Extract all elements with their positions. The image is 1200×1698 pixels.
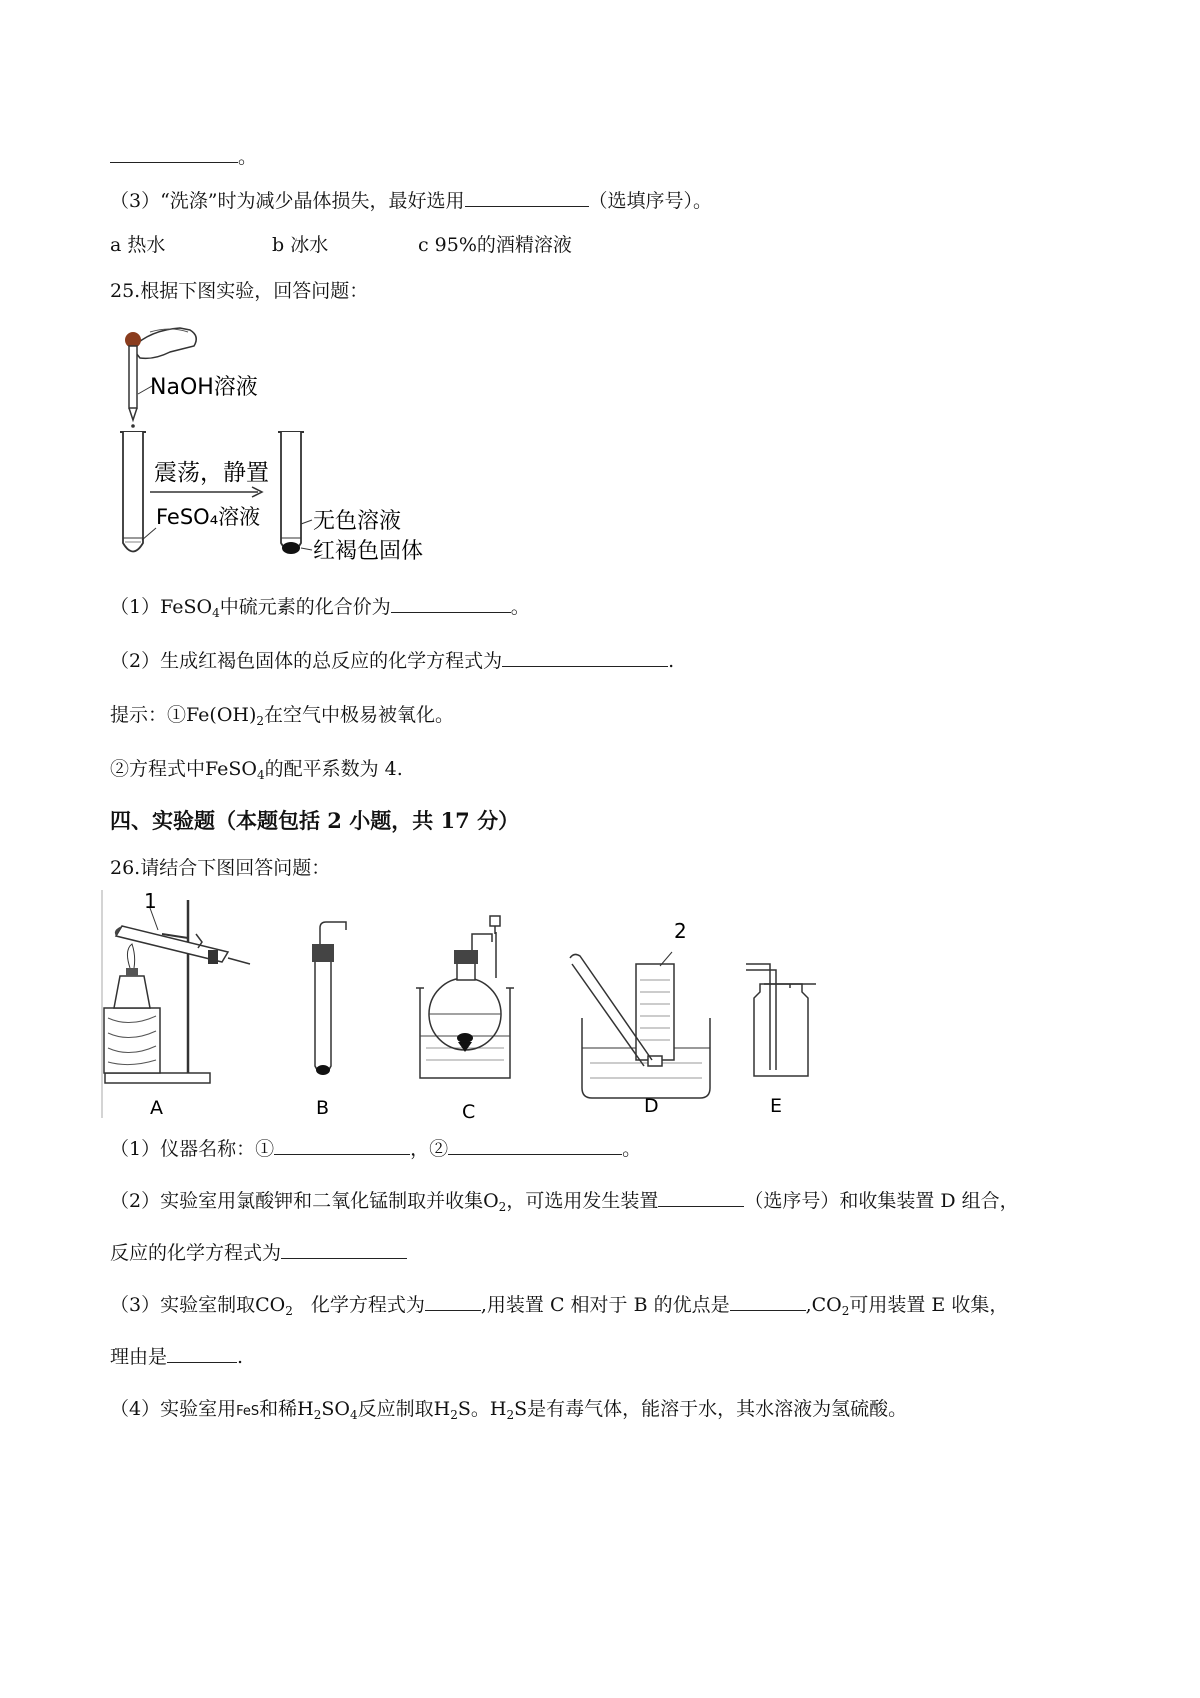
q26-part2b: 反应的化学方程式为: [110, 1240, 407, 1266]
q26-part4: （4）实验室用FeS和稀$H_2SO_4$反应制取$H_2S$。$H_2S$是有毒气体，能溶于水，其水溶液为氢硫酸。: [110, 1398, 908, 1422]
answer-blank[interactable]: [730, 1292, 806, 1311]
label-c: C: [462, 1101, 476, 1123]
answer-blank[interactable]: [425, 1292, 481, 1311]
apparatus-e: [746, 964, 816, 1076]
solid-label: 红褐色固体: [313, 539, 424, 564]
marker-1: 1: [144, 889, 157, 913]
label-b: B: [316, 1097, 330, 1119]
option-b: b 冰水: [272, 234, 329, 256]
q25-title: 25.根据下图实验，回答问题：: [110, 280, 369, 302]
arrow-label: 震荡，静置: [154, 460, 269, 486]
q26-part3b: 理由是 .: [110, 1346, 244, 1368]
q26-part2: （2）实验室用氯酸钾和二氧化锰制取并收集$O_2$，可选用发生装置 （选序号）和收集装置 D 组合，: [110, 1190, 1019, 1214]
answer-blank[interactable]: [281, 1240, 407, 1259]
q25-hint1: 提示：$①Fe(OH)_2$在空气中极易被氧化。: [110, 704, 455, 728]
apparatus-a: [104, 889, 250, 1083]
option-c: c 95%的酒精溶液: [418, 234, 572, 256]
q25-part2: （2）生成红褐色固体的总反应的化学方程式为 .: [110, 650, 675, 672]
test-tube-2: [278, 432, 304, 554]
dropper-icon: [129, 346, 137, 436]
answer-blank[interactable]: [448, 1136, 622, 1155]
apparatus-c: [416, 916, 514, 1078]
dropper-label: NaOH溶液: [150, 375, 258, 400]
q24-line: 。: [110, 144, 257, 170]
q25-figure: [110, 318, 490, 618]
answer-blank[interactable]: [274, 1136, 410, 1155]
tube1-label: FeSO₄溶液: [156, 505, 261, 529]
solution-label: 无色溶液: [313, 509, 402, 534]
answer-blank[interactable]: [658, 1188, 744, 1207]
q24-options: [110, 232, 572, 258]
q26-figure: [100, 888, 820, 1128]
apparatus-b: [312, 922, 346, 1075]
q26-title: 26.请结合下图回答问题：: [110, 857, 331, 879]
label-e: E: [770, 1095, 783, 1117]
q26-part1: （1）仪器名称：① ，② 。: [110, 1138, 642, 1160]
answer-blank[interactable]: [502, 648, 668, 667]
test-tube-1: [120, 432, 146, 552]
label-a: A: [150, 1097, 163, 1119]
answer-blank[interactable]: [391, 594, 511, 613]
q25-hint2: ②方程式中FeSO$_4$的配平系数为 4.: [110, 758, 403, 782]
answer-blank[interactable]: [167, 1344, 237, 1363]
q24-part3: （3）“洗涤”时为减少晶体损失，最好选用 （选填序号）。: [110, 190, 713, 212]
answer-blank[interactable]: [110, 144, 238, 163]
section-title: 四、实验题（本题包括 2 小题，共 17 分）: [110, 808, 520, 833]
marker-2: 2: [674, 919, 687, 943]
apparatus-d: [570, 919, 710, 1098]
q25-part1: （1）FeSO$_4$中硫元素的化合价为 。: [110, 596, 530, 620]
q26-part3: （3）实验室制取$CO_2$ 化学方程式为 ,用装置 C 相对于 B 的优点是 $,CO_2$可用装置 E 收集，: [110, 1294, 1009, 1318]
answer-blank[interactable]: [465, 188, 589, 207]
option-a: a 热水: [110, 234, 166, 256]
label-d: D: [644, 1095, 659, 1117]
